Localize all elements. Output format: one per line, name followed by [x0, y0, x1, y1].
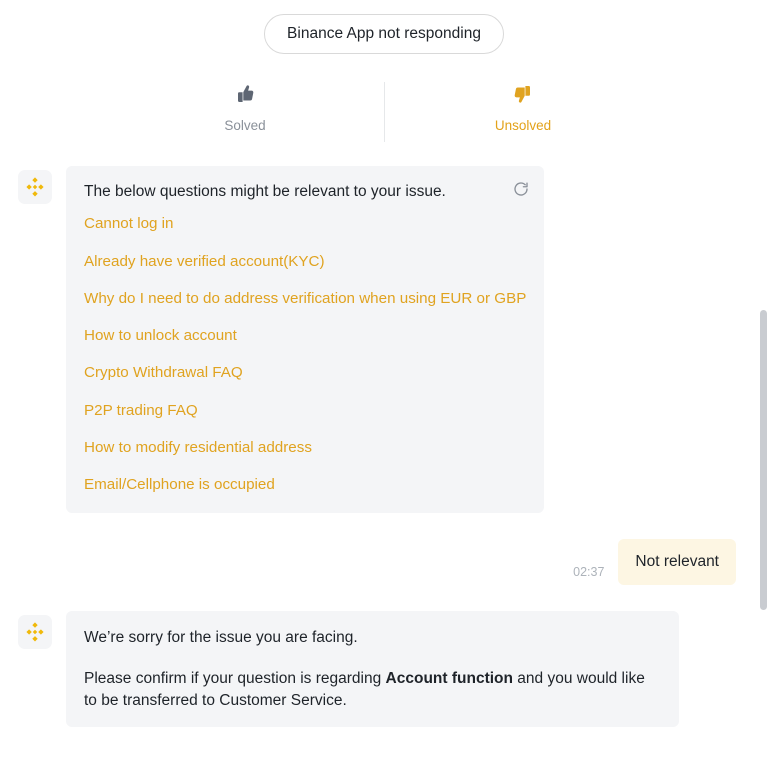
chat-area: [0, 166, 768, 727]
user-message-row: [0, 539, 768, 585]
bot-confirm-highlight: Account function: [385, 669, 513, 687]
feedback-divider: [384, 82, 385, 142]
thumbs-down-icon: [511, 80, 535, 108]
list-item[interactable]: How to modify residential address: [84, 438, 312, 456]
thumbs-up-icon: [233, 80, 257, 108]
list-item[interactable]: Cannot log in: [84, 215, 174, 233]
user-chip-row: [0, 0, 768, 54]
feedback-unsolved-button[interactable]: [421, 80, 626, 144]
bot-confirm-text: [84, 668, 661, 713]
feedback-unsolved-label: Unsolved: [494, 117, 552, 133]
scrollbar-thumb[interactable]: [760, 310, 767, 610]
user-message-bubble: Not relevant: [618, 539, 736, 585]
bot-transfer-bubble: [66, 611, 679, 726]
list-item[interactable]: How to unlock account: [84, 327, 237, 345]
list-item[interactable]: Why do I need to do address verification when using EUR or GBP: [84, 289, 527, 307]
refresh-icon[interactable]: [510, 178, 532, 200]
vertical-scrollbar[interactable]: [759, 0, 768, 768]
message-timestamp: 02:37: [573, 565, 605, 580]
user-query-chip[interactable]: Binance App not responding: [264, 14, 504, 54]
bot-suggestions-bubble: [66, 166, 544, 514]
binance-logo-icon: [18, 615, 52, 649]
bot-apology-text: We’re sorry for the issue you are facing.: [84, 629, 358, 647]
bot-confirm-prefix: Please confirm if your question is regarding: [84, 669, 386, 687]
feedback-solved-button[interactable]: [143, 80, 348, 144]
bot-message-title: The below questions might be relevant to your issue.: [84, 182, 446, 200]
list-item[interactable]: Crypto Withdrawal FAQ: [84, 364, 243, 382]
list-item[interactable]: Email/Cellphone is occupied: [84, 475, 275, 493]
feedback-solved-label: Solved: [224, 117, 266, 133]
feedback-row: [0, 80, 768, 144]
bot-message-row: [0, 611, 768, 726]
list-item[interactable]: P2P trading FAQ: [84, 401, 198, 419]
list-item[interactable]: Already have verified account(KYC): [84, 252, 325, 270]
suggestion-list: [84, 214, 526, 495]
bot-confirm-suffix: and you would like to be transferred to Customer Service.: [84, 669, 645, 710]
bot-message-row: [0, 166, 768, 514]
binance-logo-icon: [18, 170, 52, 204]
